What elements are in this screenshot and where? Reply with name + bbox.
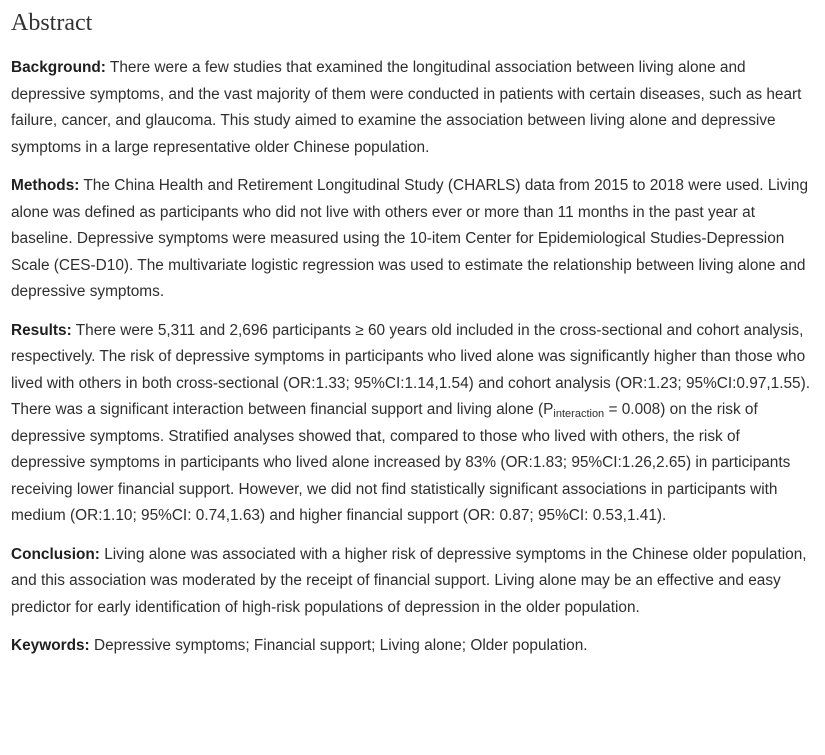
results-text-after: = 0.008) on the risk of depressive symptoms. Stratified analyses showed that, compared to those who lived with others, the risk of depressive symptoms in participants who lived alone increased by 83% (OR:1.83; 95%CI:1.26,2.65) in participants receiving lower financial support. However, we did not find statistically significant associations in participants with medium (OR:1.10; 95%CI: 0.74,1.63) and higher financial support (OR: 0.87; 95%CI: 0.53,1.41). [11,401,791,524]
conclusion-text: Living alone was associated with a higher risk of depressive symptoms in the Chinese older population, and this association was moderated by the receipt of financial support. Living alone may be an effective and easy predictor for early identification of high-risk populations of depression in the older population. [11,545,807,616]
results-paragraph [11,318,811,530]
conclusion-label: Conclusion: [11,545,100,563]
results-text-before: There were 5,311 and 2,696 participants ≥ 60 years old included in the cross-sectional and cohort analysis, respectively. The risk of depressive symptoms in participants who lived alone was significantly higher than those who lived with others in both cross-sectional (OR:1.33; 95%CI:1.14,1.54) and cohort analysis (OR:1.23; 95%CI:0.97,1.55). There was a significant interaction between financial support and living alone (P [11,321,811,418]
abstract-heading: Abstract [11,10,93,36]
methods-text: The China Health and Retirement Longitudinal Study (CHARLS) data from 2015 to 2018 were used. Living alone was defined as participants who did not live with others ever or more than 11 months in the past year at baseline. Depressive symptoms were measured using the 10-item Center for Epidemiological Studies-Depression Scale (CES-D10). The multivariate logistic regression was used to estimate the relationship between living alone and depressive symptoms. [11,177,809,300]
keywords-text: Depressive symptoms; Financial support; Living alone; Older population. [93,637,588,654]
conclusion-paragraph [11,542,811,622]
background-text: There were a few studies that examined the longitudinal association between living alone and depressive symptoms, and the vast majority of them were conducted in patients with certain diseases, such as heart failure, cancer, and glaucoma. This study aimed to examine the association between living alone and depressive symptoms in a large representative older Chinese population. [11,59,802,156]
p-interaction-subscript: interaction [553,408,605,420]
keywords-label: Keywords: [11,637,90,654]
keywords-paragraph [11,633,811,660]
results-label: Results: [11,321,72,339]
methods-paragraph [11,173,811,306]
methods-label: Methods: [11,177,80,194]
background-paragraph [11,55,811,161]
background-label: Background: [11,59,106,76]
